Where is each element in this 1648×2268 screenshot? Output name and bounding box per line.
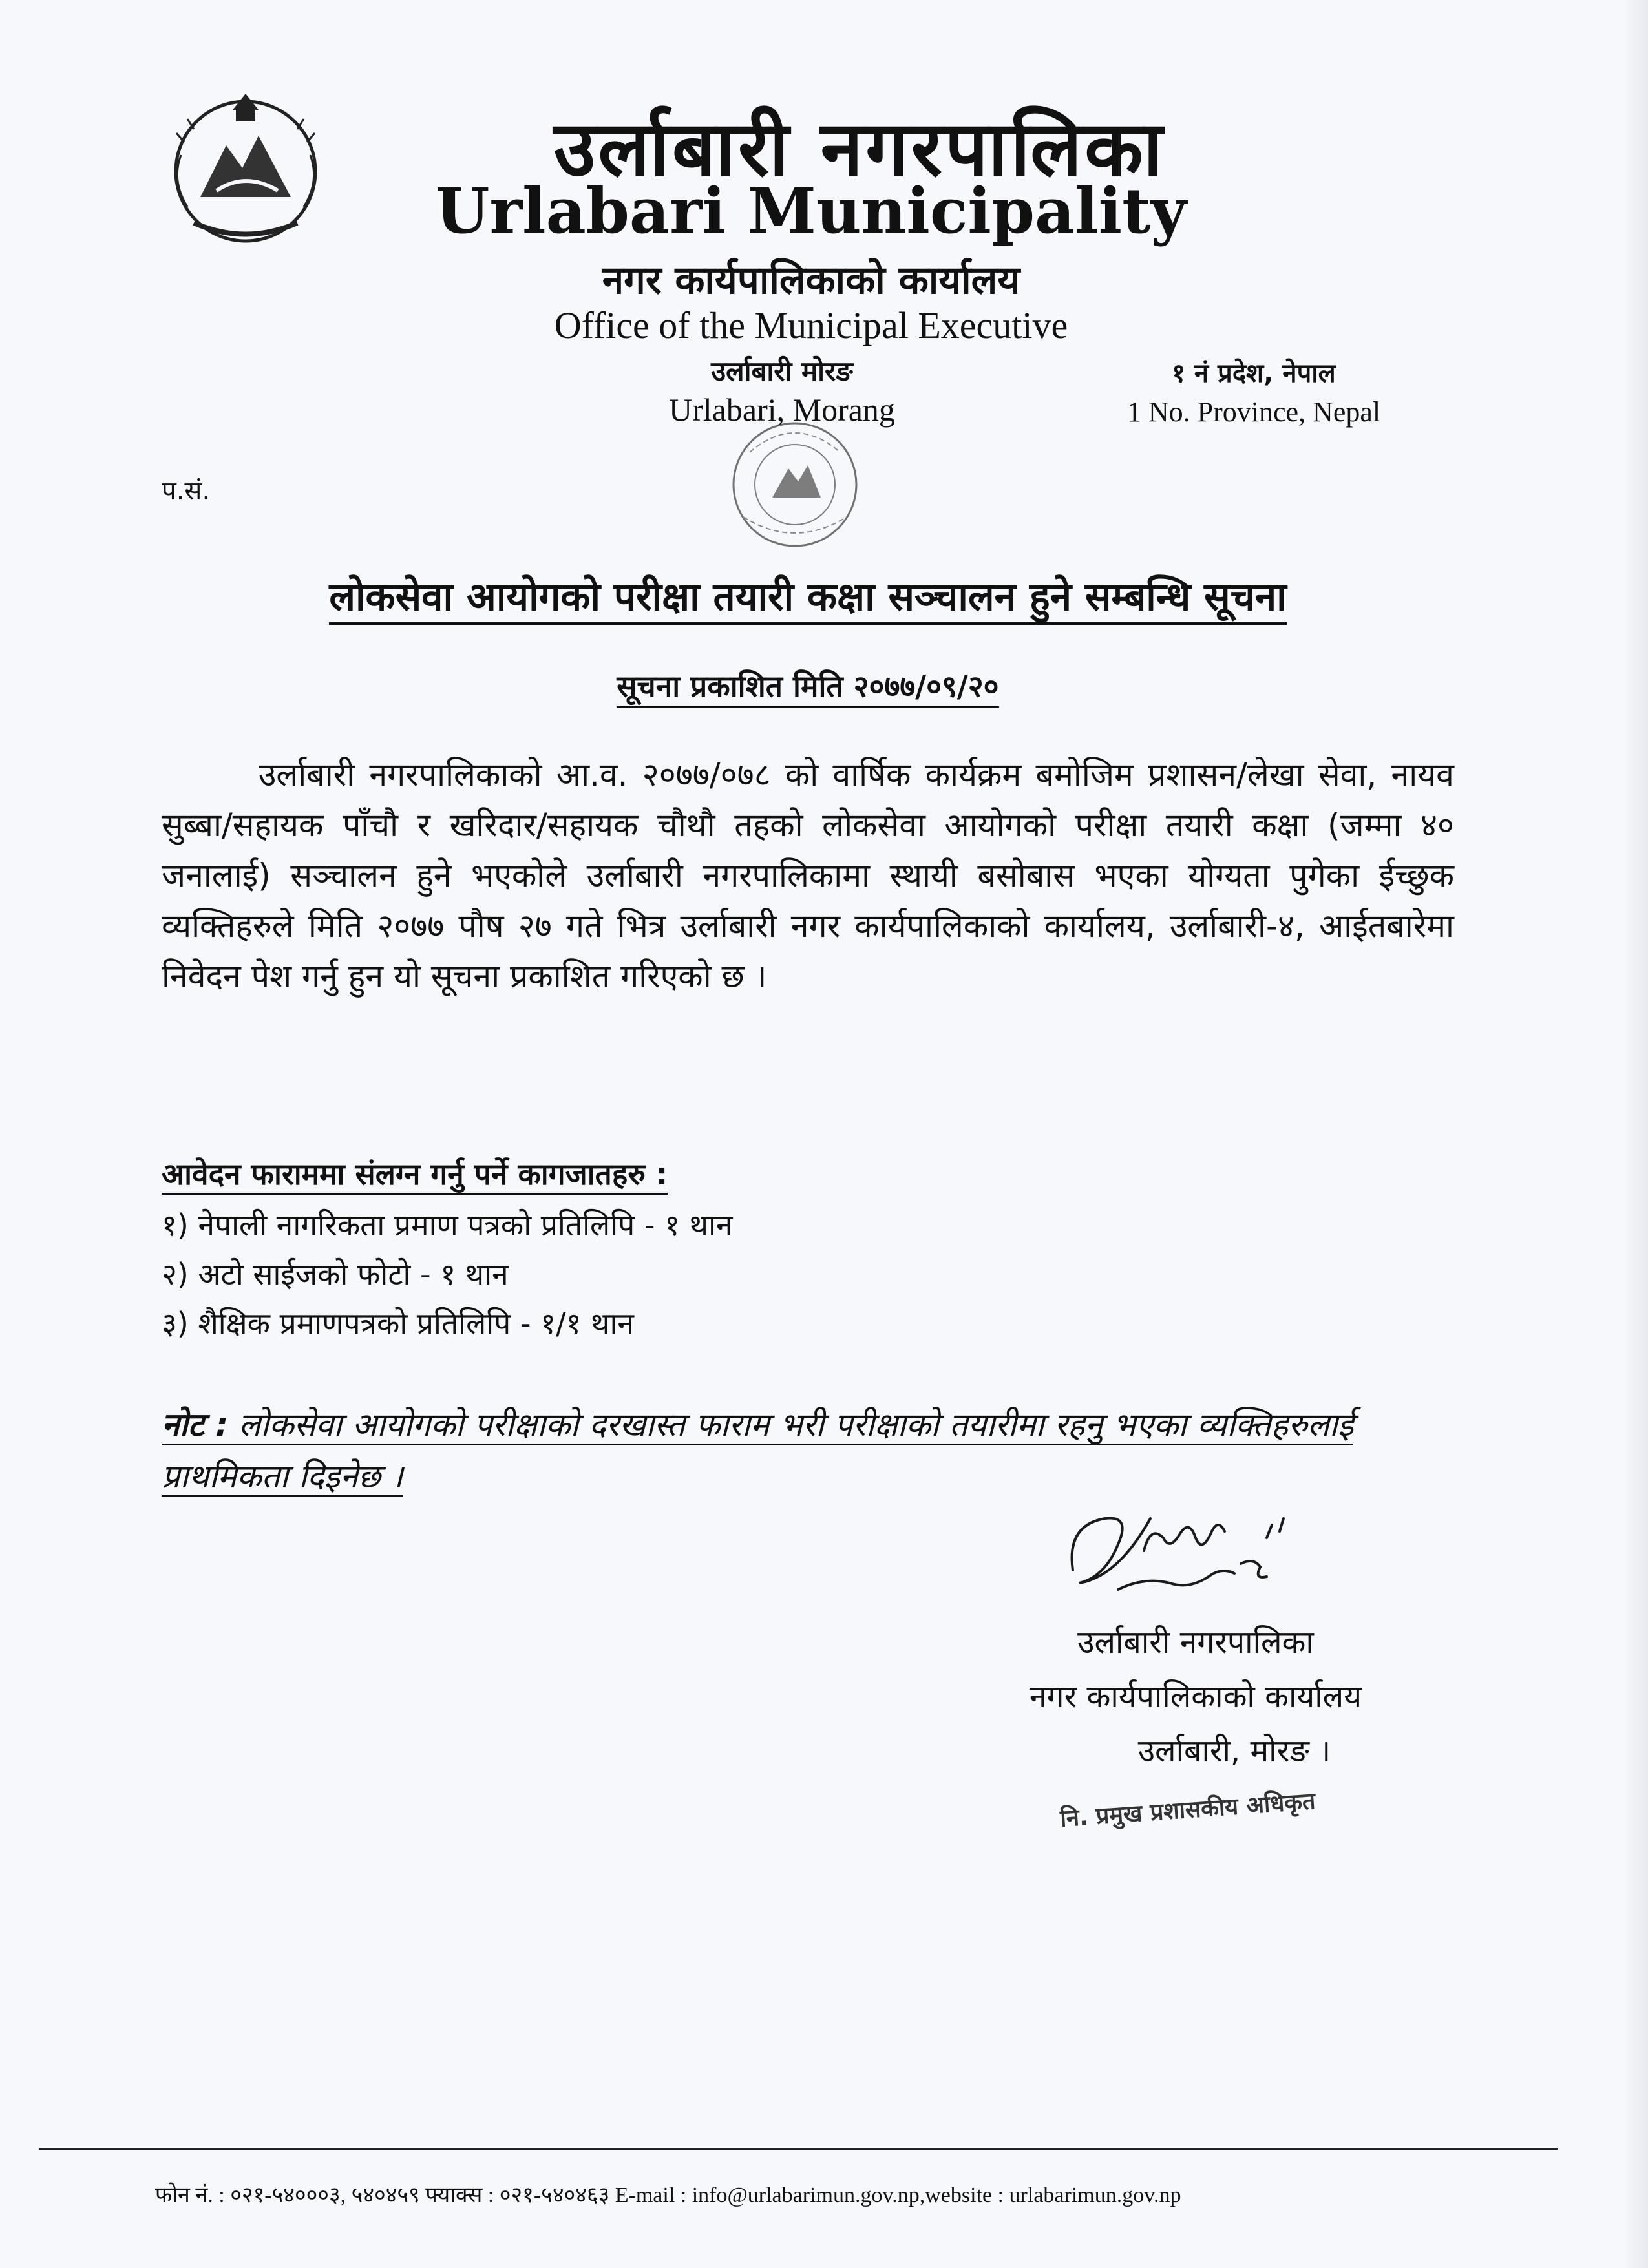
signature-line-office: नगर कार्यपालिकाको कार्यालय [1029,1679,1362,1715]
attachments-heading-text: आवेदन फाराममा संलग्न गर्नु पर्ने कागजातहरु : [162,1157,668,1195]
location-nepali: उर्लाबारी मोरङ [711,355,853,387]
reference-number-label: प.सं. [162,476,211,506]
scan-edge-shadow [1622,0,1648,2268]
signature-line-location: उर्लाबारी, मोरङ । [1137,1733,1331,1769]
municipality-title-nepali: उर्लाबारी नगरपालिका [553,104,1166,193]
notice-date-text: सूचना प्रकाशित मिति २०७७/०९/२० [617,669,998,708]
note-label: नोट : [162,1406,229,1444]
attachment-item-2: २) अटो साईजको फोटो - १ थान [162,1257,509,1292]
officer-designation-stamp: नि. प्रमुख प्रशासकीय अधिकृत [1059,1788,1316,1832]
attachment-item-3: ३) शैक्षिक प्रमाणपत्रको प्रतिलिपि - १/१ थान [162,1306,634,1341]
signature-block [905,1615,1486,1778]
footer-contact-info: फोन नं. : ०२१-५४०००३, ५४०४५९ फ्याक्स : ०२१-५४०४६३ E-mail : info@urlabarimun.gov.np,website : urlabarimun.gov.np [155,2183,1181,2207]
province-nepali: १ नं प्रदेश, नेपाल [1172,359,1336,388]
attachments-list [162,1201,1196,1348]
province-english: 1 No. Province, Nepal [1126,396,1381,428]
notice-body-paragraph: उर्लाबारी नगरपालिकाको आ.व. २०७७/०७८ को वार्षिक कार्यक्रम बमोजिम प्रशासन/लेखा सेवा, नायव सुब्बा/सहायक पाँचौ र खरिदार/सहायक चौथौ तहको लोकसेवा आयोगको परीक्षा तयारी कक्षा (जम्मा ४० जनालाई) सञ्चालन हुने भएकोले उर्लाबारी नगरपालिकामा स्थायी बसोबास भएका योग्यता पुगेका ईच्छुक व्यक्तिहरुले मिति २०७७ पौष २७ गते भित्र उर्लाबारी नगर कार्यपालिकाको कार्यालय, उर्लाबारी-४, आईतबारेमा निवेदन पेश गर्नु हुन यो सूचना प्रकाशित गरिएको छ । [162,756,1454,995]
location-english: Urlabari, Morang [669,392,895,428]
notice-date [162,666,1454,706]
municipality-title-english: Urlabari Municipality [435,174,1187,247]
signature-line-municipality: उर्लाबारी नगरपालिका [1077,1624,1314,1661]
nepal-emblem-icon [155,84,336,252]
footer-divider [39,2148,1558,2150]
handwritten-signature [1047,1467,1331,1628]
notice-title-text: लोकसेवा आयोगको परीक्षा तयारी कक्षा सञ्चालन हुने सम्बन्धि सूचना [329,574,1286,625]
note-text: लोकसेवा आयोगको परीक्षाको दरखास्त फाराम भरी परीक्षाको तयारीमा रहनु भएका व्यक्तिहरुलाई प्राथमिकता दिइनेछ । [162,1406,1354,1495]
office-name-nepali: नगर कार्यपालिकाको कार्यालय [602,258,1020,303]
notice-title [162,569,1454,622]
attachments-heading [162,1153,668,1193]
attachment-item-1: १) नेपाली नागरिकता प्रमाण पत्रको प्रतिलिपि - १ थान [162,1208,733,1243]
office-seal-stamp [672,414,944,582]
office-name-english: Office of the Municipal Executive [554,304,1068,346]
